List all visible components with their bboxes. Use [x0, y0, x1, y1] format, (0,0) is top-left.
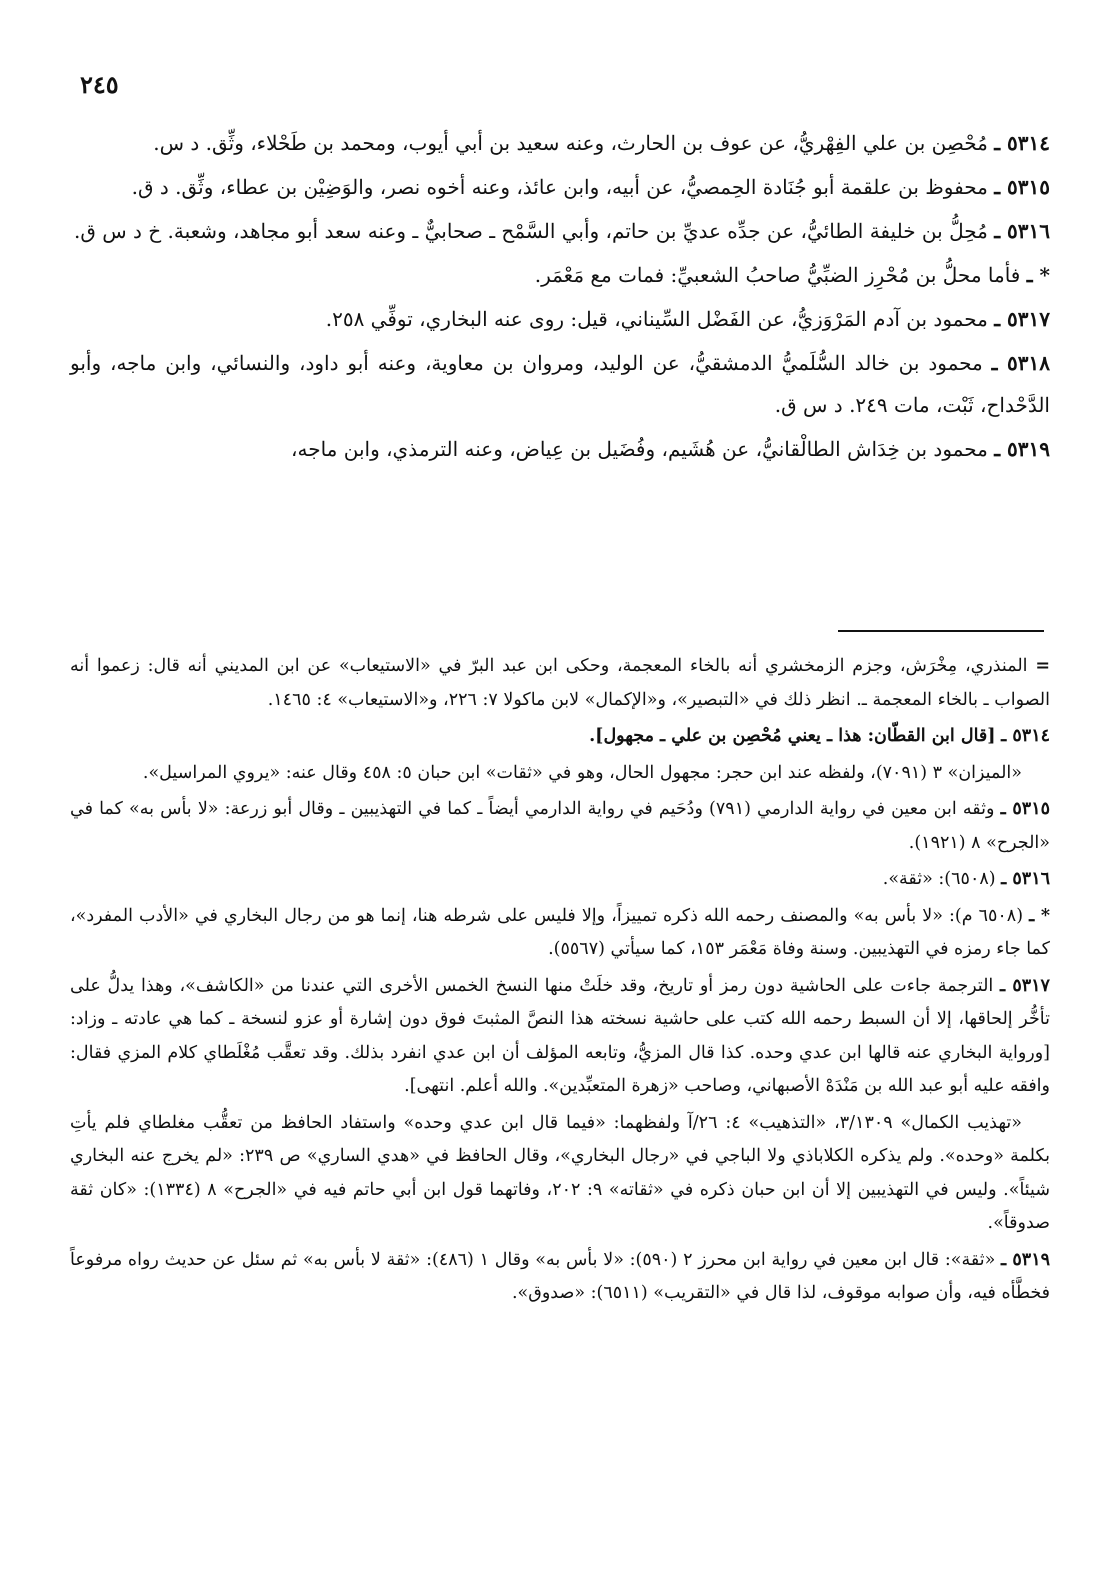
footnote-number: ٥٣١٦ ـ [1001, 869, 1050, 889]
footnote-5314 [70, 720, 1050, 754]
footnote-text: الترجمة جاءت على الحاشية دون رمز أو تاريخ، وقد خلَتْ منها النسخ الخمس الأخرى التي عندنا من «الكاشف»، وهذا يدلُّ على تأخُّر إلحاقها، إلا أن السبط رحمه الله كتب على حاشية نسخته هذا النصَّ المثبتَ فوق دون إشارة أو عزو لنسخة ـ كما هي عادته ـ وزاد: [ورواية البخاري عنه قالها ابن عدي وحده. كذا قال المزيُّ، وتابعه المؤلف أن ابن عدي انفرد بذلك. وقد تعقَّب مُغْلَطاي كلام المزي فقال: وافقه عليه أبو عبد الله بن مَنْدَهْ الأصبهاني، وصاحب «زهرة المتعبِّدين». والله أعلم. انتهى]. [70, 975, 1050, 1096]
entry-text: فأما محلُّ بن مُحْرِز الضبِّيُّ صاحبُ الشعبيِّ: فمات مع مَعْمَر. [534, 263, 1021, 287]
footnotes [70, 650, 1050, 1314]
entry-number: ٥٣١٤ ـ [994, 131, 1050, 155]
entry-number: ٥٣١٩ ـ [994, 437, 1050, 461]
entry-text: محمود بن آدم المَرْوَزيُّ، عن الفَضْل السِّيناني، قيل: روى عنه البخاري، توفِّي ٢٥٨. [325, 307, 988, 331]
footnote-number: * ـ [1029, 905, 1050, 926]
entry-text: محمود بن خالد السُّلَميُّ الدمشقيُّ، عن الوليد، ومروان بن معاوية، وعنه أبو داود، والنسائي، وابن ماجه، وأبو الدَّحْداح، ثَبْت، مات ٢٤٩. د س ق. [70, 351, 1050, 417]
footnote-text: وثقه ابن معين في رواية الدارمي (٧٩١) ودُحَيم في رواية الدارمي أيضاً ـ كما في التهذيبين ـ وقال أبو زرعة: «لا بأس به» كما في «الجرح» ٨ (١٩٢١). [70, 799, 1050, 853]
entry-5315 [70, 166, 1050, 208]
entry-5317 [70, 298, 1050, 340]
entry-5316 [70, 210, 1050, 252]
footnote-text: (٦٥٠٨ م): «لا بأس به» والمصنف رحمه الله ذكره تمييزاً، وإلا فليس على شرطه هنا، إنما هو من رجال البخاري في «الأدب المفرد»، كما جاء رمزه في التهذيبين. وسنة وفاة مَعْمَر ١٥٣، كما سيأتي (٥٥٦٧). [70, 905, 1050, 959]
footnote-text: المنذري، مِخْرَش، وجزم الزمخشري أنه بالخاء المعجمة، وحكى ابن عبد البرّ في «الاستيعاب» عن ابن المديني أنه قال: زعموا أنه الصواب ـ بالخاء المعجمة ـ. انظر ذلك في «التبصير»، و«الإكمال» لابن ماكولا ٧: ٢٢٦، و«الاستيعاب» ٤: ١٤٦٥. [70, 656, 1050, 710]
footnote-text: «الميزان» ٣ (٧٠٩١)، ولفظه عند ابن حجر: مجهول الحال، وهو في «ثقات» ابن حبان ٥: ٤٥٨ وقال عنه: «يروي المراسيل». [142, 762, 1022, 783]
footnote-5319 [70, 1244, 1050, 1311]
footnote-number: = [1035, 656, 1050, 676]
footnote-5314-source [70, 757, 1050, 791]
entry-5316-star [70, 254, 1050, 296]
footnote-text: «ثقة»: قال ابن معين في رواية ابن محرز ٢ (٥٩٠): «لا بأس به» وقال ١ (٤٨٦): «ثقة لا بأس به» ثم سئل عن حديث رواه مرفوعاً فخطَّأه فيه، وأن صوابه موقوف، لذا قال في «التقريب» (٦٥١١): «صدوق». [70, 1249, 1050, 1303]
entry-text: محمود بن خِدَاش الطالْقانيُّ، عن هُشَيم، وفُضَيل بن عِياض، وعنه الترمذي، وابن ماجه، [291, 437, 988, 461]
entry-text: مُحِلُّ بن خليفة الطائيُّ، عن جدِّه عديِّ بن حاتم، وأبي السَّمْح ـ صحابيٌّ ـ وعنه سعد أبو مجاهد، وشعبة. خ د س ق. [73, 219, 988, 243]
footnote-5317-source [70, 1107, 1050, 1241]
footnote-number: ٥٣١٤ ـ [1001, 726, 1050, 746]
page-number: ٢٤٥ [80, 70, 119, 99]
entry-5314 [70, 122, 1050, 164]
entry-5318 [70, 342, 1050, 426]
footnote-continuation [70, 650, 1050, 717]
entry-5319 [70, 428, 1050, 470]
footnote-divider [838, 630, 1044, 632]
main-text [70, 122, 1050, 472]
entry-number: ٥٣١٧ ـ [994, 307, 1050, 331]
entry-number: ٥٣١٥ ـ [994, 175, 1050, 199]
entry-number: * ـ [1026, 263, 1050, 287]
footnote-text: «تهذيب الكمال» ٣/١٣٠٩، «التذهيب» ٤: ٢٦/آ ولفظهما: «فيما قال ابن عدي وحده» واستفاد الحافظ من تعقُّب مغلطاي فلم يأتِ بكلمة «وحده». ولم يذكره الكلاباذي ولا الباجي في «رجال البخاري»، وقال الحافظ في «هدي الساري» ص ٢٣٩: «لم يخرج عنه البخاري شيئاً». وليس في التهذيبين إلا أن ابن حبان ذكره في «ثقاته» ٩: ٢٠٢، وفاتهما قول ابن أبي حاتم فيه في «الجرح» ٨ (١٣٣٤): «كان ثقة صدوقاً». [70, 1112, 1051, 1233]
footnote-number: ٥٣١٩ ـ [1001, 1249, 1050, 1270]
entry-number: ٥٣١٨ ـ [991, 351, 1050, 375]
entry-number: ٥٣١٦ ـ [994, 219, 1050, 243]
footnote-text: [قال ابن القطّان: هذا ـ يعني مُحْصِن بن علي ـ مجهول]. [589, 726, 996, 746]
footnote-number: ٥٣١٧ ـ [999, 975, 1050, 996]
entry-text: مُحْصِن بن علي الفِهْريُّ، عن عوف بن الحارث، وعنه سعيد بن أبي أيوب، ومحمد بن طَحْلاء، وثِّق. د س. [153, 131, 988, 155]
footnote-5317 [70, 970, 1050, 1104]
footnote-5316 [70, 863, 1050, 897]
footnote-text: (٦٥٠٨): «ثقة». [882, 869, 996, 889]
footnote-number: ٥٣١٥ ـ [1000, 799, 1050, 819]
entry-text: محفوظ بن علقمة أبو جُنَادة الحِمصيُّ، عن أبيه، وابن عائذ، وعنه أخوه نصر، والوَضِيْن بن عطاء، وثِّق. د ق. [131, 175, 988, 199]
footnote-5316-star [70, 900, 1050, 967]
footnote-5315 [70, 793, 1050, 860]
